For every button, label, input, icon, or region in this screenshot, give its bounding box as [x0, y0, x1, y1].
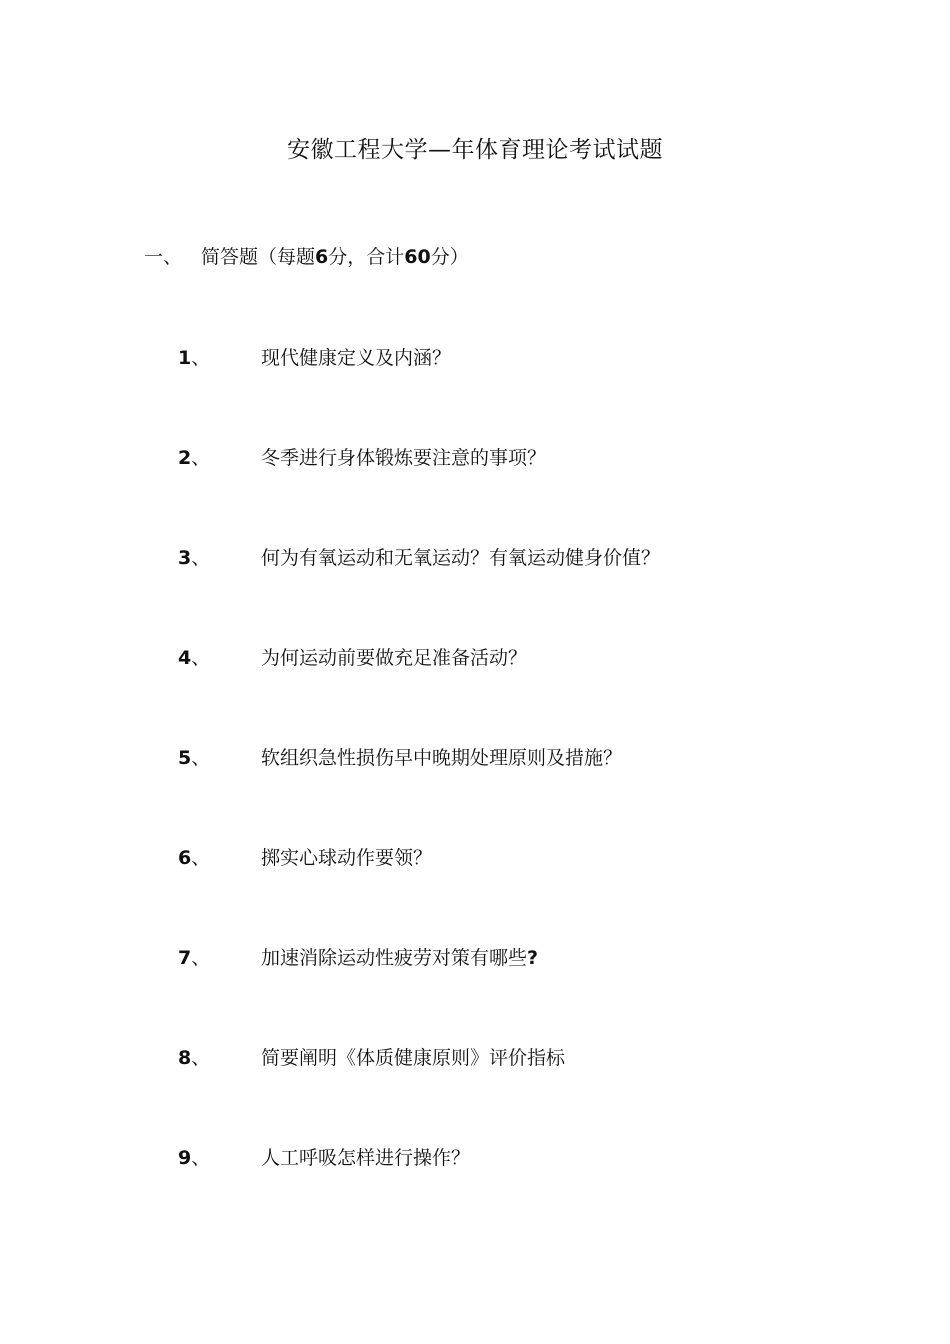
question-number [178, 1144, 261, 1172]
question-number [178, 944, 261, 972]
question-number-digit: 7 [178, 947, 192, 969]
question-number-separator: 、 [191, 747, 211, 769]
question-number-separator: 、 [191, 447, 211, 469]
question-number [178, 544, 261, 572]
question-item [178, 544, 660, 572]
question-number-separator: 、 [191, 547, 211, 569]
question-item [178, 344, 451, 372]
question-item [178, 644, 527, 672]
section-score-each: 6 [315, 246, 329, 268]
question-text: 简要阐明《体质健康原则》评价指标 [261, 1047, 566, 1069]
section-score-total: 60 [404, 246, 431, 268]
section-text-before: 简答题（每题 [201, 246, 316, 268]
question-number-digit: 3 [178, 547, 192, 569]
question-number [178, 644, 261, 672]
question-text: 现代健康定义及内涵？ [261, 347, 452, 369]
question-number [178, 844, 261, 872]
question-number-separator: 、 [191, 347, 211, 369]
question-item [178, 744, 622, 772]
question-text: 为何运动前要做充足准备活动？ [261, 647, 528, 669]
question-number-separator: 、 [191, 847, 211, 869]
section-text-after: 分） [430, 246, 469, 268]
question-number-separator: 、 [191, 647, 211, 669]
question-text-body: 加速消除运动性疲劳对策有哪些 [261, 947, 528, 969]
question-text: 软组织急性损伤早中晚期处理原则及措施？ [261, 747, 623, 769]
question-item [178, 1144, 470, 1172]
document-title: 安徽工程大学—年体育理论考试试题 [287, 137, 663, 163]
section-number: 一、 [144, 246, 183, 268]
question-number-digit: 1 [178, 347, 192, 369]
question-number-separator: 、 [191, 1147, 211, 1169]
question-number-digit: 5 [178, 747, 192, 769]
question-number-separator: 、 [191, 947, 211, 969]
question-number [178, 344, 261, 372]
question-number-digit: 2 [178, 447, 192, 469]
question-text: 掷实心球动作要领？ [261, 847, 433, 869]
question-text-trailing: ? [527, 947, 539, 969]
question-text [261, 947, 538, 969]
question-item [178, 444, 546, 472]
question-number [178, 744, 261, 772]
question-text: 何为有氧运动和无氧运动？有氧运动健身价值？ [261, 547, 661, 569]
question-number-separator: 、 [191, 1047, 211, 1069]
question-number-digit: 9 [178, 1147, 192, 1169]
question-number [178, 444, 261, 472]
question-number [178, 1044, 261, 1072]
question-number-digit: 8 [178, 1047, 192, 1069]
question-item [178, 1044, 565, 1072]
question-number-digit: 6 [178, 847, 192, 869]
question-text: 人工呼吸怎样进行操作？ [261, 1147, 471, 1169]
section-heading [144, 243, 469, 271]
section-text-middle: 分，合计 [328, 246, 405, 268]
question-text: 冬季进行身体锻炼要注意的事项？ [261, 447, 547, 469]
question-item [178, 844, 432, 872]
question-item [178, 944, 538, 972]
question-number-digit: 4 [178, 647, 192, 669]
